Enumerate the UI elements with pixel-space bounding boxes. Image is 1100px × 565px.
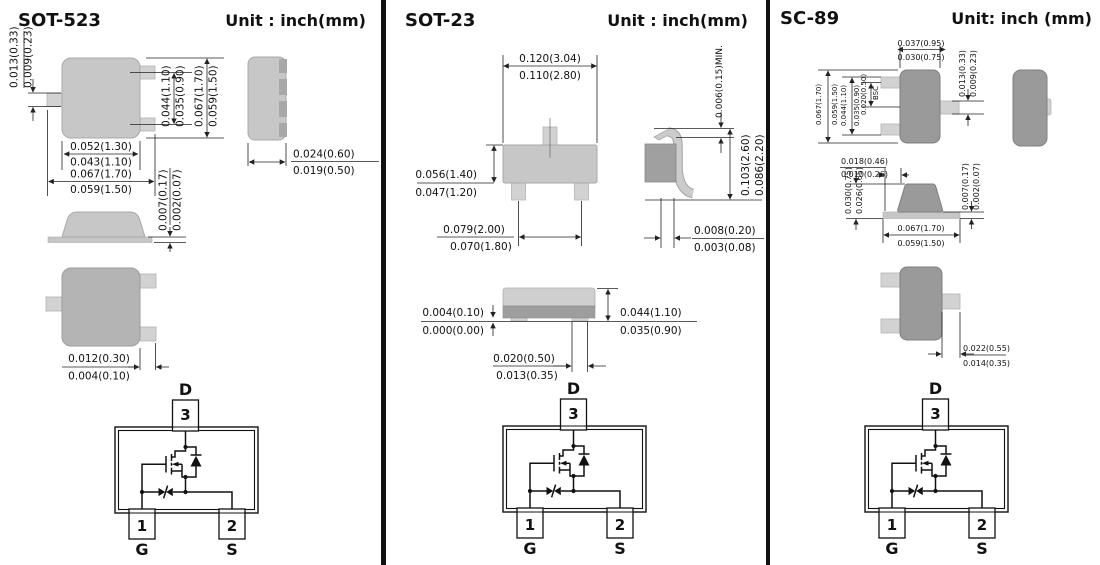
dim-overall-width-max: 0.120(3.04) (519, 53, 581, 65)
pin2-number: 2 (614, 516, 626, 534)
dim-pitch-max: 0.079(2.00) (443, 224, 505, 236)
dim-thickness-min: 0.019(0.50) (293, 165, 355, 177)
sc89-bottom-view (881, 267, 1010, 368)
dim-depth-max: 0.103(2.60) (740, 134, 752, 196)
source-label: S (614, 539, 626, 558)
dim-lead-span-max: 0.044(1.10) (840, 84, 848, 126)
drain-label: D (178, 380, 193, 399)
package-body-top (503, 288, 595, 306)
dim-body-width-min: 0.030(0.75) (897, 53, 945, 62)
lead-edge-segment (279, 59, 287, 73)
dim-standoff-max: 0.007(0.17) (157, 169, 170, 231)
package-side-body (645, 144, 676, 182)
dim-lead-width-min: 0.009(0.23) (22, 26, 35, 88)
lead-bottom-right (575, 182, 589, 200)
package-body (62, 58, 140, 138)
sc89-top-view (815, 39, 984, 143)
source-label: S (226, 540, 238, 559)
pin2-number: 2 (976, 516, 988, 534)
dim-standoff-min: 0.002(0.07) (171, 169, 184, 231)
dim-overall-width-min: 0.110(2.80) (519, 70, 581, 82)
panel-sot523 (9, 10, 380, 559)
sot523-top-view (9, 26, 225, 196)
sot23-front-view (415, 53, 597, 253)
dim-standoff-max: 0.004(0.10) (422, 307, 484, 319)
dim-standoff-min: 0.000(0.00) (422, 325, 484, 337)
drain-label: D (928, 379, 943, 398)
dim-overall-min: 0.059(1.50) (897, 239, 945, 248)
dim-lead-length-max: 0.018(0.46) (841, 157, 888, 166)
pin3-number: 3 (568, 405, 579, 423)
pin1-number: 1 (136, 517, 148, 535)
sot523-bottom-view (46, 268, 169, 383)
dim-standoff-min: 0.002(0.07) (972, 163, 981, 210)
panel1-unit-label: Unit : inch(mm) (225, 11, 366, 30)
lead-right-bottom (139, 327, 156, 341)
dim-body-height-max: 0.067(1.70) (193, 65, 206, 127)
lead-plane (48, 237, 152, 243)
package-profile-body (62, 212, 145, 237)
dim-bsc-label: BSC (872, 85, 880, 100)
dim-overall-width-min: 0.059(1.50) (70, 184, 132, 196)
lead-plane (883, 212, 960, 219)
dim-overall-max: 0.067(1.70) (897, 224, 945, 233)
lead-right-top (139, 274, 156, 288)
lead-edge-segment (279, 101, 287, 117)
package-body (900, 70, 940, 143)
panel-sc89 (780, 8, 1092, 558)
sot523-side-view (248, 57, 379, 177)
panel3-title: SC-89 (780, 8, 840, 29)
gate-label: G (885, 539, 899, 558)
gate-label: G (523, 539, 537, 558)
dim-body-height-max: 0.056(1.40) (415, 169, 477, 181)
dim-body-width-max: 0.037(0.95) (897, 39, 945, 48)
dim-lead-width-max: 0.020(0.50) (493, 353, 555, 365)
dim-body-height-min: 0.047(1.20) (415, 187, 477, 199)
divider (766, 0, 770, 565)
dim-overall-width-max: 0.067(1.70) (70, 168, 132, 181)
dim-body-thick-max: 0.030(0.75) (844, 167, 853, 214)
dim-height-max: 0.044(1.10) (620, 307, 682, 319)
lead-edge-segment (279, 79, 287, 95)
dim-pitch-min: 0.070(1.80) (450, 241, 512, 253)
pin1-number: 1 (524, 516, 536, 534)
dim-height-min: 0.035(0.90) (620, 325, 682, 337)
dim-lead-width-min: 0.013(0.35) (496, 370, 558, 382)
package-bottom-body (62, 268, 140, 346)
lead-left-bottom (881, 124, 901, 135)
source-label: S (976, 539, 988, 558)
package-profile-body (898, 184, 943, 212)
gate-label: G (135, 540, 149, 559)
dim-overall-h-max: 0.067(1.70) (815, 83, 823, 125)
package-side-body (1013, 70, 1047, 146)
dim-depth-min: 0.086(2.20) (754, 134, 766, 196)
panel2-title: SOT-23 (405, 10, 476, 31)
panel3-unit-label: Unit: inch (mm) (951, 9, 1092, 28)
package-bottom-body (900, 267, 942, 340)
dim-pitch-min: 0.035(0.90) (174, 65, 187, 127)
pin2-number: 2 (226, 517, 238, 535)
dim-lead-span-min: 0.035(0.90) (853, 84, 861, 126)
panel2-unit-label: Unit : inch(mm) (607, 11, 748, 30)
dim-lead-width-max: 0.013(0.33) (958, 50, 967, 97)
sc89-profile-view (840, 157, 984, 248)
dim-overall-h-min: 0.059(1.50) (831, 83, 839, 125)
pin3-number: 3 (180, 406, 191, 424)
sot23-bottom-front-view (421, 288, 697, 382)
lead-edge-segment (279, 123, 287, 137)
dim-pitch-max: 0.044(1.10) (160, 65, 173, 127)
lead-bottom-left (512, 182, 526, 200)
dim-body-height-min: 0.059(1.50) (207, 65, 220, 127)
dim-lead-proj-min: 0.004(0.10) (68, 370, 130, 383)
dim-standoff-max: 0.007(0.17) (961, 163, 970, 210)
dim-foot-max: 0.008(0.20) (694, 225, 756, 237)
dim-body-width-max: 0.052(1.30) (70, 141, 132, 153)
dim-lead-top-min: 0.006(0.15)MIN. (715, 45, 725, 118)
pin1-number: 1 (886, 516, 898, 534)
dim-body-width-min: 0.043(1.10) (70, 156, 132, 169)
dim-body-thick-min: 0.026(0.65) (855, 167, 864, 214)
panel-sot23 (405, 10, 766, 558)
sot23-side-view (644, 45, 766, 254)
lead-right (939, 101, 959, 114)
dim-lead-width-max: 0.013(0.33) (8, 26, 21, 88)
lead-left (46, 297, 63, 311)
lead-left (47, 93, 63, 107)
drain-label: D (566, 379, 581, 398)
dim-half-pitch: 0.020(0.50) (860, 73, 868, 115)
lead-left-top (881, 77, 901, 88)
dim-lead-proj-max: 0.022(0.55) (963, 344, 1010, 353)
panel1-title: SOT-523 (18, 10, 101, 31)
sc89-side-view (1013, 70, 1051, 146)
dim-thickness-max: 0.024(0.60) (293, 148, 355, 161)
sot523-profile-view (48, 168, 186, 252)
dim-lead-proj-max: 0.012(0.30) (68, 353, 130, 365)
package-body-base (503, 306, 595, 318)
dim-lead-proj-min: 0.014(0.35) (963, 359, 1010, 368)
dim-foot-min: 0.003(0.08) (694, 242, 756, 254)
divider (381, 0, 386, 565)
dim-lead-width-min: 0.009(0.23) (969, 50, 978, 97)
pin3-number: 3 (930, 405, 941, 423)
dim-lead-length-min: 0.010(0.26) (841, 170, 888, 179)
lead-left-top (881, 273, 901, 287)
